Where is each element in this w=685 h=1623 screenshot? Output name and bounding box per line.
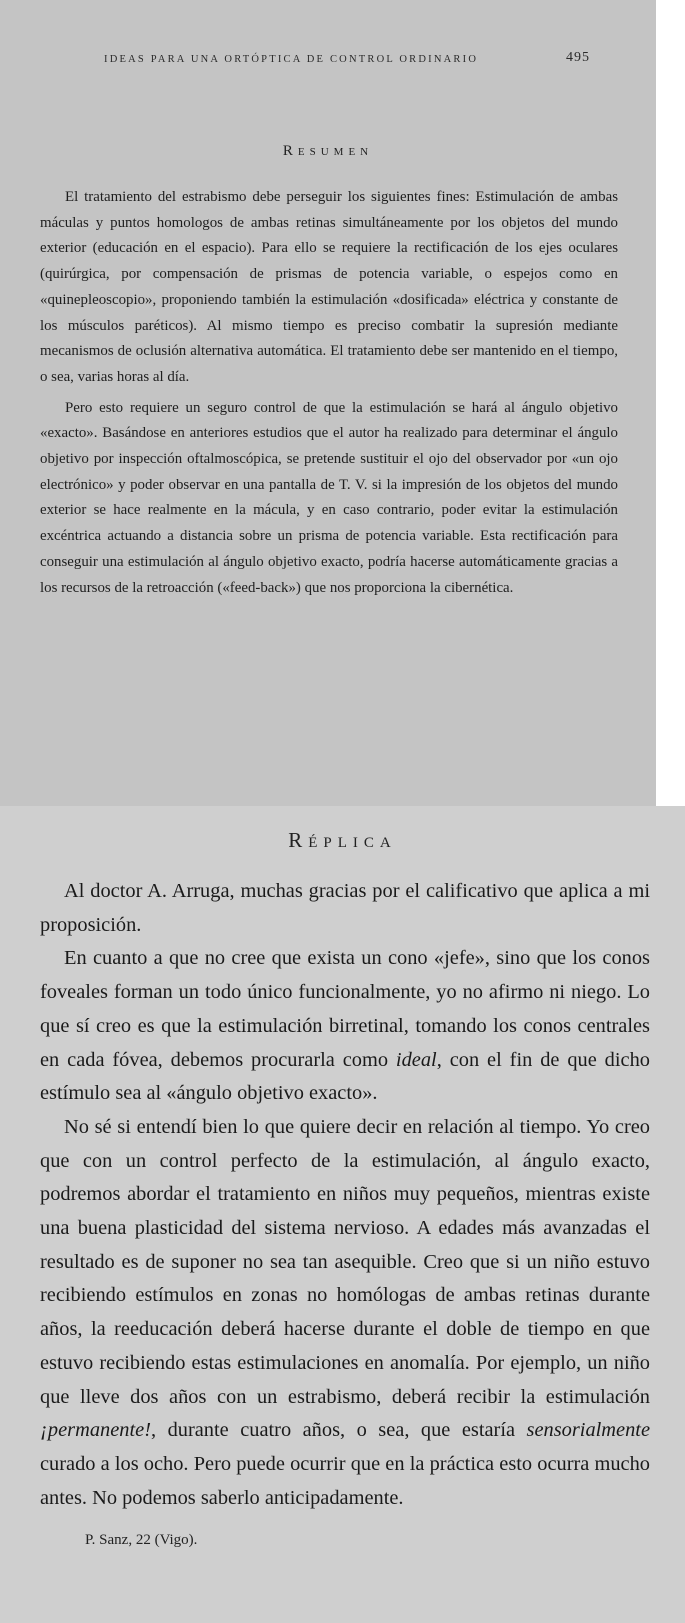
text-run: , con el fin de que dicho estímulo sea al «ángulo objetivo exacto». xyxy=(40,1048,650,1105)
emphasis-sensorialmente: sensorialmente xyxy=(526,1419,650,1442)
emphasis-permanente: ¡permanente! xyxy=(40,1419,151,1442)
replica-body xyxy=(40,875,650,1515)
replica-paragraph xyxy=(40,942,650,1111)
resumen-body xyxy=(40,185,618,601)
replica-paragraph: Al doctor A. Arruga, muchas gracias por el calificativo que aplica a mi proposición. xyxy=(40,880,650,936)
emphasis-ideal: ideal xyxy=(395,1048,437,1071)
replica-paragraph xyxy=(40,1111,650,1515)
text-run: En cuanto a que no cree que exista un cono «jefe», sino que los conos foveales forman un todo único funcionalmente, yo no afirmo ni niego. Lo que sí creo es que la estimulación birretinal, tomando los conos centrales en cada fóvea, debemos procurarla como xyxy=(40,947,650,1071)
replica-heading: Réplica xyxy=(288,828,397,852)
text-run: , durante cuatro años, o sea, que estaría xyxy=(150,1419,527,1442)
resumen-heading: Resumen xyxy=(282,143,374,159)
resumen-paragraph: El tratamiento del estrabismo debe perseguir los siguientes fines: Estimulación de ambas máculas y puntos homologos de ambas retinas simultáneamente por los objetos del mundo exterior (educación en el espacio). Para ello se requiere la rectificación de los ejes oculares (quirúrgica, por compensación de prismas de potencia variable, o espejos como en «quinepleoscopio», proponiendo también la estimulación «dosificada» eléctrica y constante de los músculos paréticos). Al mismo tiempo es preciso combatir la supresión mediante mecanismos de oclusión alternativa automática. El tratamiento debe ser mantenido en el tiempo, o sea, varias horas al día. xyxy=(40,189,618,385)
text-run: No sé si entendí bien lo que quiere decir en relación al tiempo. Yo creo que con un control perfecto de la estimulación, al ángulo exacto, podremos abordar el tratamiento en niños muy pequeños, mientras existe una buena plasticidad del sistema nervioso. A edades más avanzadas el resultado es de suponer no sea tan asequible. Creo que si un niño estuvo recibiendo estímulos en zonas no homólogas de ambas retinas durante años, la reeducación deberá hacerse durante el doble de tiempo en que estuvo recibiendo estas estimulaciones en anomalía. Por ejemplo, un niño que lleve dos años con un estrabismo, deberá recibir la estimulación xyxy=(40,1115,650,1408)
author-signature: P. Sanz, 22 (Vigo). xyxy=(85,1532,198,1548)
resumen-paragraph: Pero esto requiere un seguro control de que la estimulación se hará al ángulo objetivo «exacto». Basándose en anteriores estudios que el autor ha realizado para determinar el ángulo objetivo por inspección oftalmoscópica, se pretende sustituir el ojo del observador por «un ojo electrónico» y poder observar en una pantalla de T. V. si la impresión de los objetos del mundo exterior se hace realmente en la mácula, y en caso contrario, poder evitar la estimulación excéntrica actuando a distancia sobre un prisma de potencia variable. Esta rectificación para conseguir una estimulación al ángulo objetivo exacto, podría hacerse automáticamente gracias a los recursos de la retroacción («feed-back») que nos proporciona la cibernética. xyxy=(40,399,618,596)
running-title: IDEAS PARA UNA ORTÓPTICA DE CONTROL ORDINARIO xyxy=(104,54,479,65)
page-number: 495 xyxy=(566,50,590,65)
text-run: curado a los ocho. Pero puede ocurrir que en la práctica esto ocurra mucho antes. No podemos saberlo anticipadamente. xyxy=(40,1452,650,1509)
